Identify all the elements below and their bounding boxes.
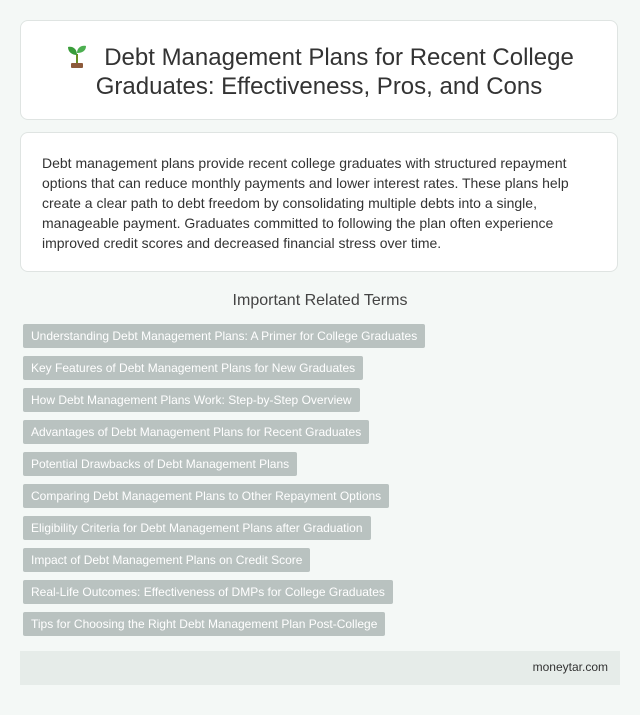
related-term-link[interactable]: Comparing Debt Management Plans to Other Repayment Options <box>23 484 389 508</box>
footer <box>20 651 620 685</box>
footer-site-name: moneytar.com <box>532 660 608 674</box>
related-term-link[interactable]: How Debt Management Plans Work: Step-by-Step Overview <box>23 388 360 412</box>
related-terms-list <box>23 324 623 644</box>
page-title-text: Debt Management Plans for Recent College Graduates: Effectiveness, Pros, and Cons <box>95 44 574 100</box>
related-term-link[interactable]: Understanding Debt Management Plans: A Primer for College Graduates <box>23 324 425 348</box>
related-term-link[interactable]: Eligibility Criteria for Debt Management Plans after Graduation <box>23 516 371 540</box>
related-term-link[interactable]: Key Features of Debt Management Plans for New Graduates <box>23 356 363 380</box>
page-title <box>21 42 617 101</box>
intro-card <box>20 132 618 272</box>
title-card <box>20 20 618 120</box>
related-term-link[interactable]: Tips for Choosing the Right Debt Management Plan Post-College <box>23 612 385 636</box>
intro-paragraph: Debt management plans provide recent college graduates with structured repayment options that can reduce monthly payments and lower interest rates. These plans help create a clear path to debt freedom by consolidating multiple debts into a single, manageable payment. Graduates committed to following the plan often experience improved credit scores and decreased financial stress over time. <box>42 155 569 251</box>
related-term-link[interactable]: Advantages of Debt Management Plans for Recent Graduates <box>23 420 369 444</box>
related-term-link[interactable]: Impact of Debt Management Plans on Credit Score <box>23 548 310 572</box>
related-term-link[interactable]: Potential Drawbacks of Debt Management Plans <box>23 452 297 476</box>
related-terms-heading: Important Related Terms <box>232 292 408 309</box>
sprout-icon <box>64 42 90 68</box>
related-term-link[interactable]: Real-Life Outcomes: Effectiveness of DMPs for College Graduates <box>23 580 393 604</box>
